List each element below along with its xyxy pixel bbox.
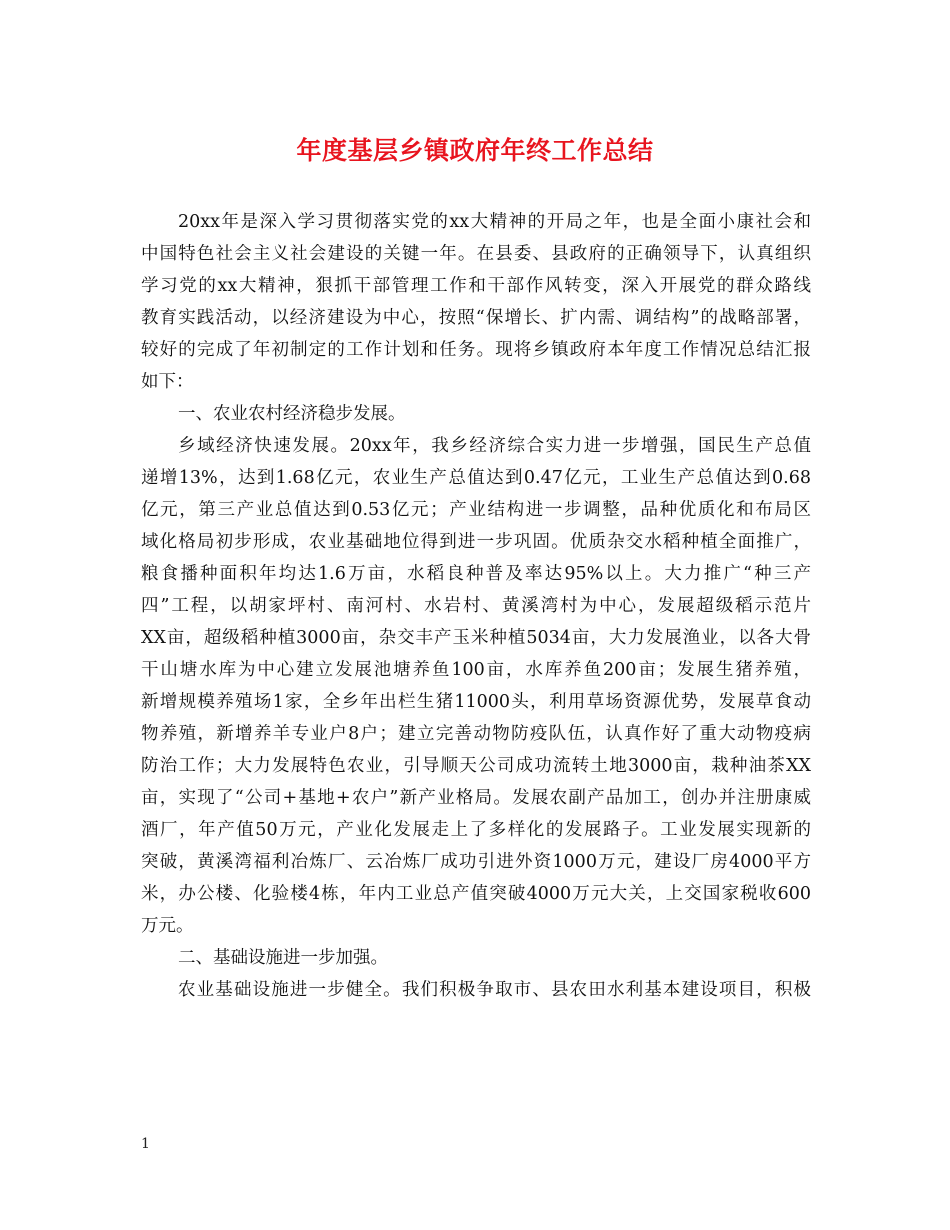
paragraph-line: 域化格局初步形成，农业基础地位得到进一步巩固。优质杂交水稻种植全面推广， <box>141 532 811 552</box>
paragraph-line: 新增规模养殖场1家，全乡年出栏生猪11000头，利用草场资源优势，发展草食动 <box>141 692 811 712</box>
paragraph-line: 酒厂，年产值50万元，产业化发展走上了多样化的发展路子。工业发展实现新的 <box>141 820 811 840</box>
paragraph-line: 四”工程，以胡家坪村、南河村、水岩村、黄溪湾村为中心，发展超级稻示范片 <box>141 596 811 616</box>
paragraph-line: 如下： <box>141 372 194 392</box>
paragraph-line: 万元。 <box>141 916 194 936</box>
document-title: 年度基层乡镇政府年终工作总结 <box>296 136 654 165</box>
paragraph-line: 米，办公楼、化验楼4栋，年内工业总产值突破4000万元大关，上交国家税收600 <box>141 884 811 904</box>
paragraph-line: 突破，黄溪湾福利冶炼厂、云冶炼厂成功引进外资1000万元，建设厂房4000平方 <box>141 852 811 872</box>
paragraph-line: 较好的完成了年初制定的工作计划和任务。现将乡镇政府本年度工作情况总结汇报 <box>141 340 811 360</box>
document-body <box>141 206 811 1006</box>
paragraph-line: 亿元，第三产业总值达到0.53亿元；产业结构进一步调整，品种优质化和布局区 <box>141 500 811 520</box>
paragraph-line: 粮食播种面积年均达1.6万亩，水稻良种普及率达95%以上。大力推广“种三产 <box>141 564 811 584</box>
paragraph-line: 20xx年是深入学习贯彻落实党的xx大精神的开局之年，也是全面小康社会和 <box>178 212 811 232</box>
paragraph-line: 乡域经济快速发展。20xx年，我乡经济综合实力进一步增强，国民生产总值 <box>178 436 811 456</box>
paragraph-line: 学习党的xx大精神，狠抓干部管理工作和干部作风转变，深入开展党的群众路线 <box>141 276 811 296</box>
paragraph-line: 农业基础设施进一步健全。我们积极争取市、县农田水利基本建设项目，积极 <box>178 980 811 1000</box>
paragraph-line: 教育实践活动，以经济建设为中心，按照“保增长、扩内需、调结构”的战略部署， <box>141 308 811 328</box>
page-number: 1 <box>141 1136 150 1152</box>
paragraph-line: 一、农业农村经济稳步发展。 <box>178 404 406 424</box>
paragraph-line: 中国特色社会主义社会建设的关键一年。在县委、县政府的正确领导下，认真组织 <box>141 244 811 264</box>
paragraph-line: 递增13%，达到1.68亿元，农业生产总值达到0.47亿元，工业生产总值达到0.68 <box>141 468 811 488</box>
paragraph-line: 防治工作；大力发展特色农业，引导顺天公司成功流转土地3000亩，栽种油茶XX <box>141 756 811 776</box>
paragraph-line: 物养殖，新增养羊专业户8户；建立完善动物防疫队伍，认真作好了重大动物疫病 <box>141 724 811 744</box>
paragraph-line: XX亩，超级稻种植3000亩，杂交丰产玉米种植5034亩，大力发展渔业，以各大骨 <box>141 628 811 648</box>
paragraph-line: 亩，实现了“公司+基地+农户”新产业格局。发展农副产品加工，创办并注册康威 <box>141 788 811 808</box>
paragraph-line: 干山塘水库为中心建立发展池塘养鱼100亩，水库养鱼200亩；发展生猪养殖， <box>141 660 811 680</box>
paragraph-line: 二、基础设施进一步加强。 <box>178 948 388 968</box>
